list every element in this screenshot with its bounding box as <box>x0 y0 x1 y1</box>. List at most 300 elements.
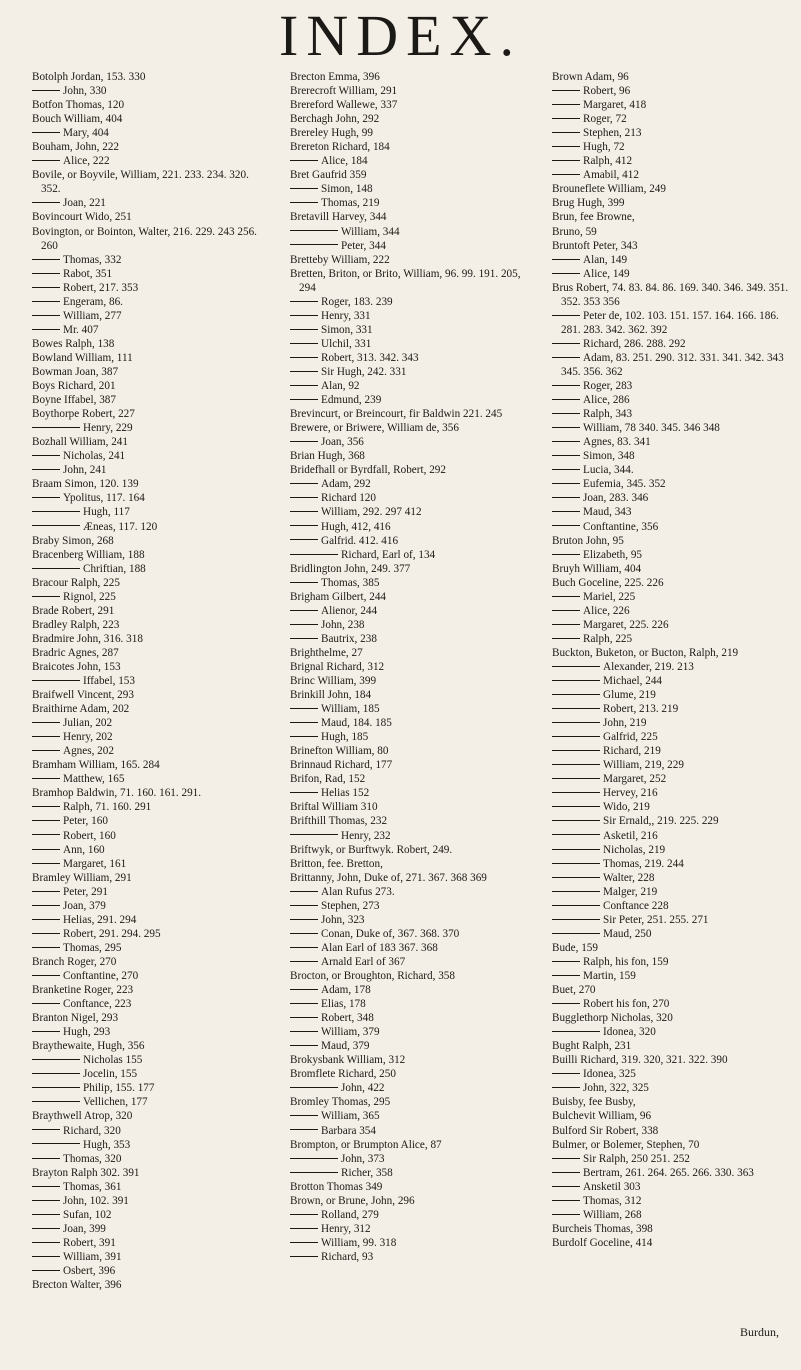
ditto-dash <box>290 1158 338 1159</box>
index-entry-text: Botfon Thomas, 120 <box>32 99 125 112</box>
index-entry-text: Margaret, 252 <box>603 773 667 786</box>
index-entry <box>290 590 530 604</box>
ditto-dash <box>552 511 580 512</box>
index-entry <box>290 407 530 421</box>
index-entry-text: Burcheis Thomas, 398 <box>552 1222 653 1235</box>
index-entry <box>552 1053 790 1067</box>
index-entry <box>290 969 530 983</box>
index-entry-text: Brocton, or Broughton, Richard, 358 <box>290 970 455 982</box>
ditto-dash <box>290 834 338 835</box>
index-entry <box>290 520 530 534</box>
index-entry-text: Nicholas 155 <box>83 1054 143 1067</box>
index-entry <box>290 84 530 98</box>
index-entry-text: Engeram, 86. <box>63 295 123 308</box>
index-entry <box>32 477 267 491</box>
index-entry-text: Agnes, 202 <box>63 745 114 758</box>
index-entry <box>32 1278 267 1292</box>
index-entry-text: Brifon, Rad, 152 <box>290 773 366 786</box>
index-entry <box>290 1067 530 1081</box>
ditto-dash <box>32 778 60 779</box>
index-entry-text: Braby Simon, 268 <box>32 534 114 547</box>
ditto-dash <box>552 834 600 835</box>
index-entry <box>552 1236 790 1250</box>
index-entry <box>290 98 530 112</box>
index-entry-text: Conan, Duke of, 367. 368. 370 <box>321 927 460 940</box>
index-entry <box>290 1109 530 1123</box>
index-entry <box>290 800 530 814</box>
index-entry <box>290 477 530 491</box>
ditto-dash <box>552 483 580 484</box>
index-entry <box>552 997 790 1011</box>
ditto-dash <box>32 1101 80 1102</box>
index-entry-text: Branch Roger, 270 <box>32 955 117 968</box>
index-entry-text: Buch Goceline, 225. 226 <box>552 576 664 589</box>
ditto-dash <box>32 1228 60 1229</box>
ditto-dash <box>290 539 318 540</box>
index-entry <box>32 1250 267 1264</box>
index-entry <box>32 295 267 309</box>
index-entry <box>290 1039 530 1053</box>
ditto-dash <box>290 230 338 231</box>
index-entry-text: Bugglethorp Nicholas, 320 <box>552 1012 673 1025</box>
ditto-dash <box>32 301 60 302</box>
index-entry-text: Briftwyk, or Burftwyk. Robert, 249. <box>290 843 453 856</box>
index-entry-text: Simon, 148 <box>321 183 373 196</box>
index-entry <box>290 505 530 519</box>
ditto-dash <box>552 399 580 400</box>
index-entry <box>32 140 267 154</box>
index-entry-text: Thomas, 219. 244 <box>603 857 684 870</box>
index-entry-text: Nicholas, 219 <box>603 843 666 856</box>
index-entry-text: Hugh, 185 <box>321 731 369 744</box>
index-entry <box>552 1124 790 1138</box>
ditto-dash <box>290 1214 318 1215</box>
index-entry <box>290 632 530 646</box>
index-entry-text: Hugh, 353 <box>83 1138 131 1151</box>
index-entry-text: Peter, 344 <box>341 239 386 252</box>
ditto-dash <box>552 820 600 821</box>
index-entry-text: Adam, 292 <box>321 478 371 491</box>
index-entry-text: Bautrix, 238 <box>321 632 377 645</box>
index-entry <box>32 885 267 899</box>
index-entry-text: Robert, 160 <box>63 829 116 842</box>
index-entry-text: Bulmer, or Bolemer, Stephen, 70 <box>552 1138 700 1151</box>
index-entry-text: Sir Peter, 251. 255. 271 <box>603 913 709 926</box>
index-entry <box>290 941 530 955</box>
index-entry <box>32 814 267 828</box>
index-entry <box>290 70 530 84</box>
ditto-dash <box>32 497 60 498</box>
ditto-dash <box>290 301 318 302</box>
index-entry-text: Brigham Gilbert, 244 <box>290 590 387 603</box>
index-entry-text: William, 379 <box>321 1026 380 1039</box>
index-entry <box>32 1152 267 1166</box>
index-entry-text: Hugh, 293 <box>63 1026 111 1039</box>
ditto-dash <box>552 1073 580 1074</box>
ditto-dash <box>552 104 580 105</box>
ditto-dash <box>32 1059 80 1060</box>
ditto-dash <box>290 1017 318 1018</box>
index-entry-text: William, 344 <box>341 225 400 238</box>
index-entry <box>290 295 530 309</box>
index-entry-text: Brinkill John, 184 <box>290 689 372 702</box>
ditto-dash <box>552 736 600 737</box>
index-entry <box>552 1025 790 1039</box>
index-entry <box>290 1053 530 1067</box>
ditto-dash <box>552 132 580 133</box>
ditto-dash <box>32 511 80 512</box>
index-entry <box>32 913 267 927</box>
index-entry-text: Alan Rufus 273. <box>321 885 395 898</box>
index-entry <box>32 1166 267 1180</box>
ditto-dash <box>290 933 318 934</box>
index-entry-text: Rolland, 279 <box>321 1208 379 1221</box>
ditto-dash <box>290 385 318 386</box>
index-entry-text: Bruntoft Peter, 343 <box>552 239 638 252</box>
index-entry-text: Richard, 320 <box>63 1124 121 1137</box>
index-entry-text: Brighthelme, 27 <box>290 646 363 659</box>
index-entry <box>290 814 530 828</box>
index-entry-text: Richard, 93 <box>321 1250 374 1263</box>
index-entry-text: Eufemia, 345. 352 <box>583 478 666 491</box>
index-entry <box>552 520 790 534</box>
ditto-dash <box>290 1031 318 1032</box>
index-entry-text: Rignol, 225 <box>63 590 116 603</box>
index-entry-text: Brug Hugh, 399 <box>552 197 625 210</box>
index-entry-text: Robert, 213. 219 <box>603 703 679 716</box>
index-entry <box>552 1067 790 1081</box>
index-entry-text: Barbara 354 <box>321 1124 376 1137</box>
index-entry-text: Thomas, 385 <box>321 576 380 589</box>
index-entry <box>290 871 530 885</box>
index-entry-text: Nicholas, 241 <box>63 450 126 463</box>
ditto-dash <box>32 750 60 751</box>
ditto-dash <box>290 511 318 512</box>
index-entry <box>32 1109 267 1123</box>
index-entry-text: Stephen, 213 <box>583 127 642 140</box>
index-entry <box>32 829 267 843</box>
index-entry <box>290 955 530 969</box>
index-entry <box>552 239 790 253</box>
index-entry-text: Richard, Earl of, 134 <box>341 548 436 561</box>
index-entry-text: Iffabel, 153 <box>83 675 135 688</box>
index-entry <box>32 1039 267 1053</box>
index-entry <box>290 730 530 744</box>
index-entry-text: Bovington, or Bointon, Walter, 216. 229. 243 256. 260 <box>32 225 257 252</box>
index-entry-text: Ralph, 225 <box>583 632 633 645</box>
index-entry <box>290 927 530 941</box>
index-entry <box>32 421 267 435</box>
index-column-2 <box>290 70 530 1264</box>
index-entry <box>32 688 267 702</box>
index-entry <box>290 112 530 126</box>
index-entry-text: Ralph, 71. 160. 291 <box>63 801 152 814</box>
index-entry <box>552 730 790 744</box>
ditto-dash <box>290 329 318 330</box>
index-entry <box>290 351 530 365</box>
index-entry-text: Hugh, 117 <box>83 506 130 519</box>
ditto-dash <box>290 441 318 442</box>
index-entry <box>290 604 530 618</box>
index-entry-text: Brian Hugh, 368 <box>290 450 365 463</box>
ditto-dash <box>552 1172 580 1173</box>
index-entry-text: Asketil, 216 <box>603 829 658 842</box>
index-entry-text: Robert, 313. 342. 343 <box>321 351 419 364</box>
ditto-dash <box>290 961 318 962</box>
index-entry <box>32 969 267 983</box>
ditto-dash <box>32 834 60 835</box>
index-entry <box>552 393 790 407</box>
ditto-dash <box>552 413 580 414</box>
index-entry-text: Builli Richard, 319. 320, 321. 322. 390 <box>552 1054 728 1067</box>
ditto-dash <box>290 1242 318 1243</box>
index-entry-text: Henry, 331 <box>321 309 371 322</box>
index-entry-text: Braifwell Vincent, 293 <box>32 689 134 702</box>
index-entry <box>32 365 267 379</box>
index-entry <box>290 267 530 295</box>
ditto-dash <box>552 118 580 119</box>
index-entry <box>552 674 790 688</box>
index-entry <box>32 843 267 857</box>
ditto-dash <box>552 455 580 456</box>
index-entry <box>32 309 267 323</box>
ditto-dash <box>32 919 60 920</box>
index-entry <box>552 576 790 590</box>
index-entry-text: John, 323 <box>321 913 365 926</box>
ditto-dash <box>32 806 60 807</box>
index-entry-text: William, 185 <box>321 703 380 716</box>
index-entry-text: Brinc William, 399 <box>290 675 377 688</box>
index-entry <box>290 618 530 632</box>
ditto-dash <box>290 554 338 555</box>
index-entry <box>552 1152 790 1166</box>
index-entry <box>32 407 267 421</box>
ditto-dash <box>552 694 600 695</box>
ditto-dash <box>32 160 60 161</box>
ditto-dash <box>290 708 318 709</box>
index-entry <box>290 786 530 800</box>
index-entry <box>290 913 530 927</box>
index-entry <box>290 534 530 548</box>
index-entry-text: Margaret, 225. 226 <box>583 618 669 631</box>
index-entry <box>32 1138 267 1152</box>
index-entry <box>552 927 790 941</box>
index-entry <box>552 969 790 983</box>
index-entry <box>290 1138 530 1152</box>
ditto-dash <box>290 1045 318 1046</box>
index-entry-text: Brerecroft William, 291 <box>290 85 398 98</box>
index-entry-text: Boyne Iffabel, 387 <box>32 394 116 407</box>
index-entry <box>32 112 267 126</box>
index-entry <box>290 1194 530 1208</box>
index-entry-text: Peter de, 102. 103. 151. 157. 164. 166. 186. 281. 283. 342. 362. 392 <box>561 309 779 336</box>
index-entry-text: Britton, fee. Bretton, <box>290 857 383 870</box>
index-entry <box>32 786 267 800</box>
ditto-dash <box>552 343 580 344</box>
index-entry-text: Elizabeth, 95 <box>583 548 643 561</box>
index-entry-text: Botolph Jordan, 153. 330 <box>32 71 146 83</box>
ditto-dash <box>552 638 580 639</box>
index-entry-text: Richard, 219 <box>603 745 661 758</box>
index-entry <box>552 1180 790 1194</box>
index-entry <box>290 393 530 407</box>
index-entry-text: Bracenberg William, 188 <box>32 548 145 561</box>
index-entry-text: Bretavill Harvey, 344 <box>290 211 387 224</box>
index-entry-text: Henry, 202 <box>63 731 113 744</box>
ditto-dash <box>552 596 580 597</box>
index-entry-text: Bowman Joan, 387 <box>32 365 119 378</box>
index-entry-text: John, 241 <box>63 464 107 477</box>
index-entry-text: Brecton Emma, 396 <box>290 71 380 83</box>
index-entry <box>552 309 790 337</box>
index-entry <box>32 1194 267 1208</box>
index-entry <box>32 491 267 505</box>
index-entry <box>290 337 530 351</box>
index-entry <box>32 1067 267 1081</box>
index-entry-text: Bouch William, 404 <box>32 113 123 126</box>
index-entry-text: Bridlington John, 249. 377 <box>290 562 411 575</box>
index-entry <box>32 225 267 253</box>
index-entry-text: Brun, fee Browne, <box>552 211 635 224</box>
ditto-dash <box>552 680 600 681</box>
index-entry-text: Alexander, 219. 213 <box>603 660 694 673</box>
ditto-dash <box>290 160 318 161</box>
index-entry-text: Thomas, 312 <box>583 1194 642 1207</box>
index-entry <box>552 871 790 885</box>
index-entry-text: Adam, 178 <box>321 984 371 997</box>
index-entry-text: Sir Hugh, 242. 331 <box>321 365 407 378</box>
ditto-dash <box>290 1115 318 1116</box>
index-entry <box>32 505 267 519</box>
index-entry <box>552 744 790 758</box>
index-entry-text: Joan, 283. 346 <box>583 492 649 505</box>
index-entry-text: Bught Ralph, 231 <box>552 1040 632 1053</box>
index-entry <box>552 196 790 210</box>
index-entry <box>290 1152 530 1166</box>
index-entry-text: Alice, 149 <box>583 267 630 280</box>
index-entry-text: Thomas, 361 <box>63 1180 122 1193</box>
ditto-dash <box>290 399 318 400</box>
index-entry <box>552 646 790 660</box>
index-entry <box>552 168 790 182</box>
index-entry <box>552 449 790 463</box>
ditto-dash <box>552 624 580 625</box>
index-entry-text: Richard, 286. 288. 292 <box>583 337 686 350</box>
index-entry <box>552 1039 790 1053</box>
index-entry-text: Helias, 291. 294 <box>63 913 137 926</box>
index-entry-text: Thomas, 332 <box>63 253 122 266</box>
index-entry-text: Galfrid, 225 <box>603 731 658 744</box>
index-entry <box>32 955 267 969</box>
index-entry <box>32 702 267 716</box>
index-entry-text: Joan, 399 <box>63 1222 106 1235</box>
index-entry-text: Agnes, 83. 341 <box>583 436 651 449</box>
index-entry <box>552 660 790 674</box>
ditto-dash <box>32 315 60 316</box>
index-entry-text: Bramley William, 291 <box>32 871 132 884</box>
index-entry-text: Buet, 270 <box>552 984 596 997</box>
index-entry <box>552 814 790 828</box>
index-entry-text: Bret Gaufrid 359 <box>290 169 367 182</box>
index-entry-text: Brereford Wallewe, 337 <box>290 99 398 112</box>
index-entry <box>290 843 530 857</box>
index-entry-text: Alienor, 244 <box>321 604 378 617</box>
index-entry <box>290 646 530 660</box>
ditto-dash <box>290 1129 318 1130</box>
index-entry <box>32 393 267 407</box>
index-entry-text: Bovincourt Wido, 251 <box>32 211 132 224</box>
index-entry-text: Conftantine, 356 <box>583 520 659 533</box>
index-entry-text: Bowes Ralph, 138 <box>32 337 115 350</box>
ditto-dash <box>290 1087 338 1088</box>
ditto-dash <box>32 680 80 681</box>
index-entry-text: Joan, 356 <box>321 436 364 449</box>
ditto-dash <box>32 568 80 569</box>
ditto-dash <box>32 132 60 133</box>
index-entry-text: Alice, 222 <box>63 155 110 168</box>
index-entry <box>552 955 790 969</box>
index-entry-text: Alan, 92 <box>321 380 360 393</box>
ditto-dash <box>552 1158 580 1159</box>
index-entry-text: John, 330 <box>63 85 107 98</box>
index-entry-text: Robert his fon, 270 <box>583 998 670 1011</box>
index-entry <box>552 1011 790 1025</box>
index-entry-text: Roger, 183. 239 <box>321 295 393 308</box>
index-entry <box>32 154 267 168</box>
index-entry <box>552 505 790 519</box>
ditto-dash <box>290 343 318 344</box>
index-entry-text: Robert, 96 <box>583 85 631 98</box>
index-entry-text: Walter, 228 <box>603 871 655 884</box>
index-entry-text: Brinnaud Richard, 177 <box>290 759 393 772</box>
index-entry-text: Sir Ralph, 250 251. 252 <box>583 1152 690 1165</box>
index-entry-text: Brecton Walter, 396 <box>32 1279 122 1292</box>
ditto-dash <box>32 1031 60 1032</box>
index-entry-text: Sir Ernald,, 219. 225. 229 <box>603 815 719 828</box>
index-entry <box>32 337 267 351</box>
index-entry-text: Vellichen, 177 <box>83 1096 148 1109</box>
index-entry <box>290 1180 530 1194</box>
index-entry-text: Bulford Sir Robert, 338 <box>552 1124 659 1137</box>
index-entry <box>290 210 530 224</box>
ditto-dash <box>32 202 60 203</box>
index-entry-text: Braythwell Atrop, 320 <box>32 1110 133 1123</box>
index-entry <box>32 126 267 140</box>
index-entry <box>32 196 267 210</box>
index-entry <box>290 997 530 1011</box>
index-entry <box>32 632 267 646</box>
index-entry-text: Roger, 72 <box>583 113 627 126</box>
index-entry <box>290 168 530 182</box>
ditto-dash <box>552 1087 580 1088</box>
index-entry <box>32 1011 267 1025</box>
index-entry-text: Ann, 160 <box>63 843 105 856</box>
index-entry-text: Brompton, or Brumpton Alice, 87 <box>290 1138 442 1151</box>
index-entry <box>290 463 530 477</box>
index-entry <box>552 337 790 351</box>
index-entry <box>32 267 267 281</box>
index-entry <box>552 140 790 154</box>
index-entry <box>552 182 790 196</box>
ditto-dash <box>552 764 600 765</box>
index-entry <box>32 435 267 449</box>
index-entry-text: Burdolf Goceline, 414 <box>552 1236 653 1249</box>
index-entry-text: Conftance, 223 <box>63 998 132 1011</box>
index-entry <box>32 800 267 814</box>
index-entry <box>290 1011 530 1025</box>
index-entry <box>290 365 530 379</box>
index-entry <box>32 857 267 871</box>
